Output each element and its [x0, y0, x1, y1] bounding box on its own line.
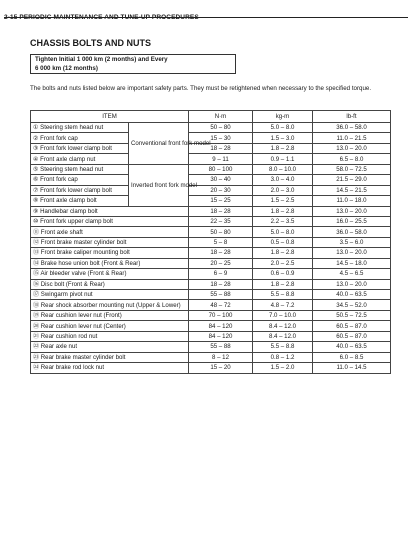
header-kgm: kg-m — [253, 111, 313, 123]
lbft-cell: 11.0 – 21.5 — [313, 133, 391, 143]
lbft-cell: 60.5 – 87.0 — [313, 331, 391, 341]
kgm-cell: 2.2 – 3.5 — [253, 216, 313, 226]
kgm-cell: 2.0 – 2.5 — [253, 258, 313, 268]
nm-cell: 48 – 72 — [189, 300, 253, 310]
table-row — [31, 342, 391, 352]
lbft-cell: 13.0 – 20.0 — [313, 279, 391, 289]
kgm-cell: 5.0 – 8.0 — [253, 227, 313, 237]
lbft-cell: 50.5 – 72.5 — [313, 310, 391, 320]
table-row — [31, 175, 391, 185]
item-cell: ⑰ Swingarm pivot nut — [31, 290, 189, 300]
nm-cell: 84 – 120 — [189, 321, 253, 331]
table-row — [31, 133, 391, 143]
table-row — [31, 227, 391, 237]
kgm-cell: 0.9 – 1.1 — [253, 154, 313, 164]
lbft-cell: 14.5 – 21.5 — [313, 185, 391, 195]
table-row — [31, 206, 391, 216]
lbft-cell: 40.0 – 63.5 — [313, 342, 391, 352]
kgm-cell: 1.8 – 2.8 — [253, 206, 313, 216]
nm-cell: 15 – 30 — [189, 133, 253, 143]
kgm-cell: 1.8 – 2.8 — [253, 143, 313, 153]
table-row — [31, 123, 391, 133]
table-row — [31, 321, 391, 331]
group-conventional: Conventional front fork model — [129, 123, 189, 165]
lbft-cell: 16.0 – 25.5 — [313, 216, 391, 226]
kgm-cell: 1.5 – 2.0 — [253, 363, 313, 373]
item-cell: ⑦ Front fork lower clamp bolt — [31, 185, 129, 195]
lbft-cell: 6.5 – 8.0 — [313, 154, 391, 164]
item-cell: ⑲ Rear cushion lever nut (Front) — [31, 310, 189, 320]
kgm-cell: 0.6 – 0.9 — [253, 269, 313, 279]
lbft-cell: 34.5 – 52.0 — [313, 300, 391, 310]
nm-cell: 55 – 88 — [189, 290, 253, 300]
lbft-cell: 36.0 – 58.0 — [313, 123, 391, 133]
item-cell: ⑮ Air bleeder valve (Front & Rear) — [31, 269, 189, 279]
table-row — [31, 216, 391, 226]
section-title: CHASSIS BOLTS AND NUTS — [30, 38, 152, 48]
table-header-row — [31, 111, 391, 123]
item-cell: ④ Front axle clamp nut — [31, 154, 129, 164]
kgm-cell: 4.8 – 7.2 — [253, 300, 313, 310]
item-cell: ⑱ Rear shock absorber mounting nut (Upper & Lower) — [31, 300, 189, 310]
table-row — [31, 352, 391, 362]
lbft-cell: 4.5 – 6.5 — [313, 269, 391, 279]
page-header-text: 2-15 PERIODIC MAINTENANCE AND TUNE-UP PROCEDURES — [4, 14, 199, 21]
nm-cell: 50 – 80 — [189, 123, 253, 133]
nm-cell: 9 – 11 — [189, 154, 253, 164]
table-row — [31, 154, 391, 164]
header-rule — [4, 17, 408, 18]
item-cell: ③ Front fork lower clamp bolt — [31, 143, 129, 153]
item-cell: ⑨ Handlebar clamp bolt — [31, 206, 189, 216]
kgm-cell: 1.5 – 2.5 — [253, 196, 313, 206]
nm-cell: 6 – 9 — [189, 269, 253, 279]
nm-cell: 15 – 20 — [189, 363, 253, 373]
lbft-cell: 11.0 – 18.0 — [313, 196, 391, 206]
nm-cell: 8 – 12 — [189, 352, 253, 362]
lbft-cell: 36.0 – 58.0 — [313, 227, 391, 237]
torque-table — [30, 110, 391, 374]
nm-cell: 18 – 28 — [189, 248, 253, 258]
kgm-cell: 5.5 – 8.8 — [253, 290, 313, 300]
item-cell: ㉑ Rear cushion rod nut — [31, 331, 189, 341]
lbft-cell: 3.5 – 6.0 — [313, 237, 391, 247]
kgm-cell: 8.0 – 10.0 — [253, 164, 313, 174]
table-row — [31, 331, 391, 341]
item-cell: ⑭ Brake hose union bolt (Front & Rear) — [31, 258, 189, 268]
item-cell: ⑳ Rear cushion lever nut (Center) — [31, 321, 189, 331]
table-row — [31, 310, 391, 320]
intro-paragraph: The bolts and nuts listed below are important safety parts. They must be retightened when necessary to the specified torque. — [30, 85, 372, 92]
nm-cell: 50 – 80 — [189, 227, 253, 237]
nm-cell: 30 – 40 — [189, 175, 253, 185]
nm-cell: 18 – 28 — [189, 143, 253, 153]
kgm-cell: 7.0 – 10.0 — [253, 310, 313, 320]
notice-line-2: 6 000 km (12 months) — [35, 64, 98, 72]
header-lbft: lb-ft — [313, 111, 391, 123]
item-cell: ㉒ Rear axle nut — [31, 342, 189, 352]
nm-cell: 70 – 100 — [189, 310, 253, 320]
table-row — [31, 363, 391, 373]
kgm-cell: 3.0 – 4.0 — [253, 175, 313, 185]
lbft-cell: 40.0 – 63.5 — [313, 290, 391, 300]
nm-cell: 20 – 25 — [189, 258, 253, 268]
table-row — [31, 290, 391, 300]
table-row — [31, 279, 391, 289]
kgm-cell: 2.0 – 3.0 — [253, 185, 313, 195]
table-row — [31, 196, 391, 206]
kgm-cell: 8.4 – 12.0 — [253, 321, 313, 331]
item-cell: ⑩ Front fork upper clamp bolt — [31, 216, 189, 226]
page-header — [4, 6, 408, 21]
item-cell: ㉔ Rear brake rod lock nut — [31, 363, 189, 373]
item-cell: ⑫ Front brake master cylinder bolt — [31, 237, 189, 247]
table-row — [31, 269, 391, 279]
table-row — [31, 143, 391, 153]
lbft-cell: 58.0 – 72.5 — [313, 164, 391, 174]
nm-cell: 55 – 88 — [189, 342, 253, 352]
lbft-cell: 14.5 – 18.0 — [313, 258, 391, 268]
nm-cell: 18 – 28 — [189, 206, 253, 216]
item-cell: ② Front fork cap — [31, 133, 129, 143]
nm-cell: 20 – 30 — [189, 185, 253, 195]
kgm-cell: 1.5 – 3.0 — [253, 133, 313, 143]
item-cell: ⑥ Front fork cap — [31, 175, 129, 185]
nm-cell: 80 – 100 — [189, 164, 253, 174]
kgm-cell: 0.8 – 1.2 — [253, 352, 313, 362]
table-row — [31, 300, 391, 310]
item-cell: ⑬ Front brake caliper mounting bolt — [31, 248, 189, 258]
lbft-cell: 11.0 – 14.5 — [313, 363, 391, 373]
nm-cell: 18 – 28 — [189, 279, 253, 289]
kgm-cell: 5.5 – 8.8 — [253, 342, 313, 352]
maintenance-interval-box — [30, 54, 236, 74]
item-cell: ① Steering stem head nut — [31, 123, 129, 133]
table-row — [31, 258, 391, 268]
table-row — [31, 185, 391, 195]
item-cell: ⑪ Front axle shaft — [31, 227, 189, 237]
kgm-cell: 1.8 – 2.8 — [253, 248, 313, 258]
table-row — [31, 237, 391, 247]
header-item: ITEM — [31, 111, 189, 123]
lbft-cell: 13.0 – 20.0 — [313, 248, 391, 258]
item-cell: ⑯ Disc bolt (Front & Rear) — [31, 279, 189, 289]
table-row — [31, 164, 391, 174]
lbft-cell: 60.5 – 87.0 — [313, 321, 391, 331]
kgm-cell: 0.5 – 0.8 — [253, 237, 313, 247]
kgm-cell: 5.0 – 8.0 — [253, 123, 313, 133]
kgm-cell: 1.8 – 2.8 — [253, 279, 313, 289]
header-nm: N·m — [189, 111, 253, 123]
lbft-cell: 21.5 – 29.0 — [313, 175, 391, 185]
notice-line-1: Tighten Initial 1 000 km (2 months) and Every — [35, 56, 168, 63]
kgm-cell: 8.4 – 12.0 — [253, 331, 313, 341]
lbft-cell: 13.0 – 20.0 — [313, 206, 391, 216]
nm-cell: 15 – 25 — [189, 196, 253, 206]
nm-cell: 5 – 8 — [189, 237, 253, 247]
group-inverted: Inverted front fork model — [129, 164, 189, 206]
item-cell: ⑤ Steering stem head nut — [31, 164, 129, 174]
item-cell: ⑧ Front axle clamp bolt — [31, 196, 129, 206]
table-row — [31, 248, 391, 258]
item-cell: ㉓ Rear brake master cylinder bolt — [31, 352, 189, 362]
nm-cell: 22 – 35 — [189, 216, 253, 226]
lbft-cell: 13.0 – 20.0 — [313, 143, 391, 153]
nm-cell: 84 – 120 — [189, 331, 253, 341]
lbft-cell: 6.0 – 8.5 — [313, 352, 391, 362]
